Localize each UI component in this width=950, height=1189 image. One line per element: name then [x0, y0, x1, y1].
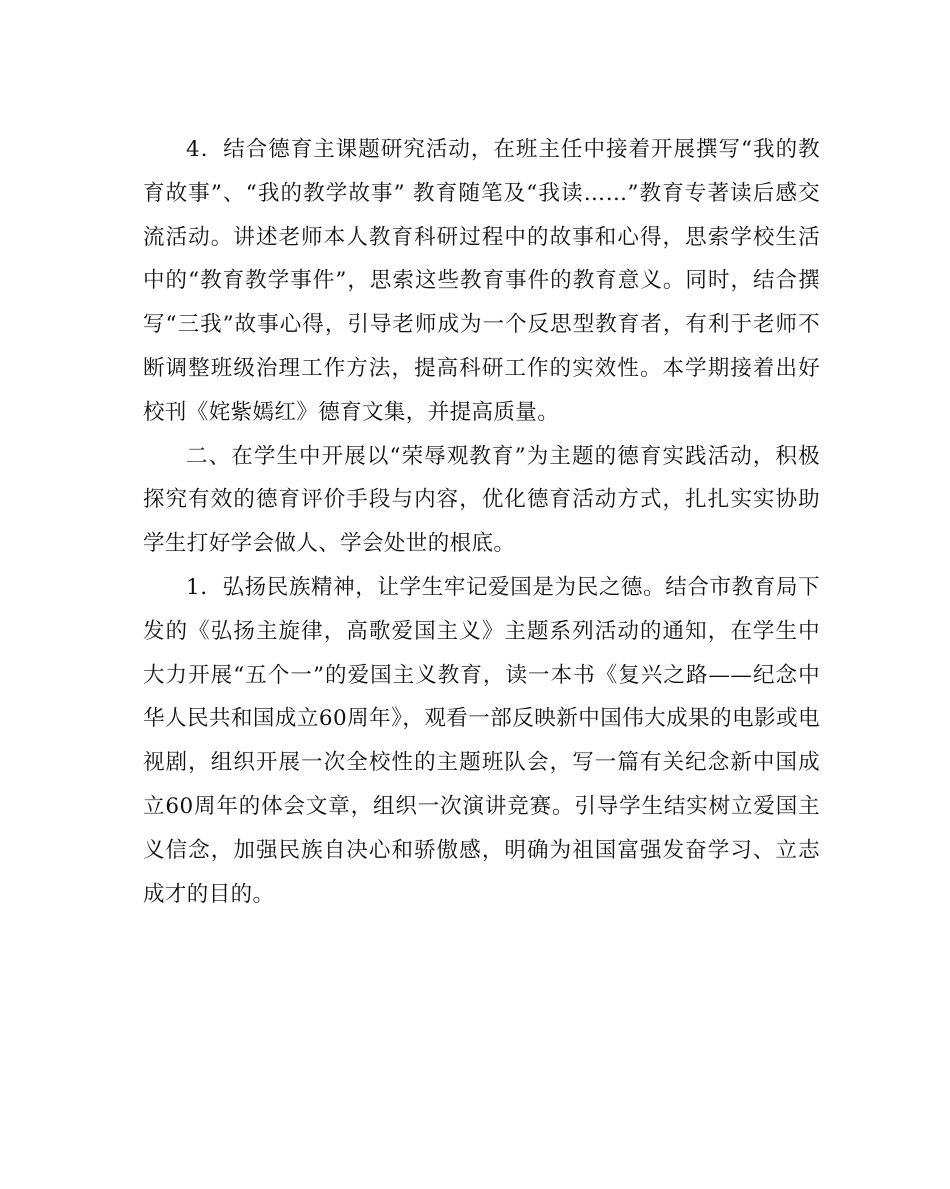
paragraph-item-1: 1．弘扬民族精神，让学生牢记爱国是为民之德。结合市教育局下发的《弘扬主旋律，高歌爱国主义》主题系列活动的通知，在学生中大力开展“五个一”的爱国主义教育，读一本书《复兴之路——纪念中华人民共和国成立60周年》，观看一部反映新中国伟大成果的电影或电视剧，组织开展一次全校性的主题班队会，写一篇有关纪念新中国成立60周年的体会文章，组织一次演讲竞赛。引导学生结实树立爱国主义信念，加强民族自决心和骄傲感，明确为祖国富强发奋学习、立志成才的目的。 — [143, 574, 820, 907]
paragraph-section-two: 二、在学生中开展以“荣辱观教育”为主题的德育实践活动，积极探究有效的德育评价手段与内容，优化德育活动方式，扎扎实实协助学生打好学会做人、学会处世的根底。 — [143, 443, 820, 557]
paragraph-item-4: 4．结合德育主课题研究活动，在班主任中接着开展撰写“我的教育故事”、“我的教学故事” 教育随笔及“我读……”教育专著读后感交流活动。讲述老师本人教育科研过程中的故事和心得，思索学校生活中的“教育教学事件”，思索这些教育事件的教育意义。同时，结合撰写“三我”故事心得，引导老师成为一个反思型教育者，有利于老师不断调整班级治理工作方法，提高科研工作的实效性。本学期接着出好校刊《姹紫嫣红》德育文集，并提高质量。 — [143, 137, 820, 425]
